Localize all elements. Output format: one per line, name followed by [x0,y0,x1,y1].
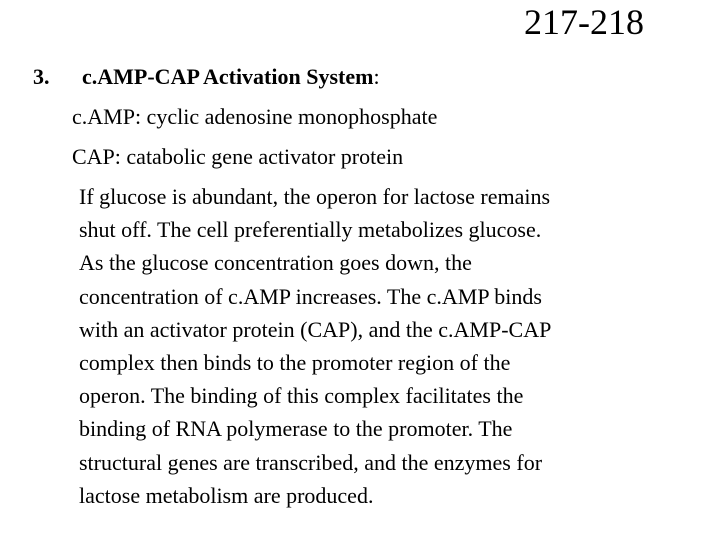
paragraph-line: shut off. The cell preferentially metabolizes glucose. [79,217,542,243]
body-paragraph [79,180,551,512]
paragraph-line: structural genes are transcribed, and the enzymes for [79,449,543,475]
paragraph-line: complex then binds to the promoter region of the [79,350,511,376]
definition-camp: c.AMP: cyclic adenosine monophosphate [72,104,438,129]
paragraph-line: with an activator protein (CAP), and the c.AMP-CAP [79,316,552,342]
section-title: c.AMP-CAP Activation System [82,64,374,89]
paragraph-line: As the glucose concentration goes down, the [79,250,472,276]
page-number: 217-218 [524,2,644,42]
paragraph-line: concentration of c.AMP increases. The c.AMP binds [79,283,542,309]
paragraph-line: If glucose is abundant, the operon for lactose remains [79,184,551,209]
paragraph-line: lactose metabolism are produced. [79,482,374,508]
definition-cap: CAP: catabolic gene activator protein [72,144,404,169]
section-heading [82,62,380,92]
paragraph-line: binding of RNA polymerase to the promoter. The [79,416,513,442]
paragraph-line: operon. The binding of this complex facilitates the [79,383,524,409]
section-number: 3. [33,64,50,89]
section-title-colon: : [373,64,380,89]
